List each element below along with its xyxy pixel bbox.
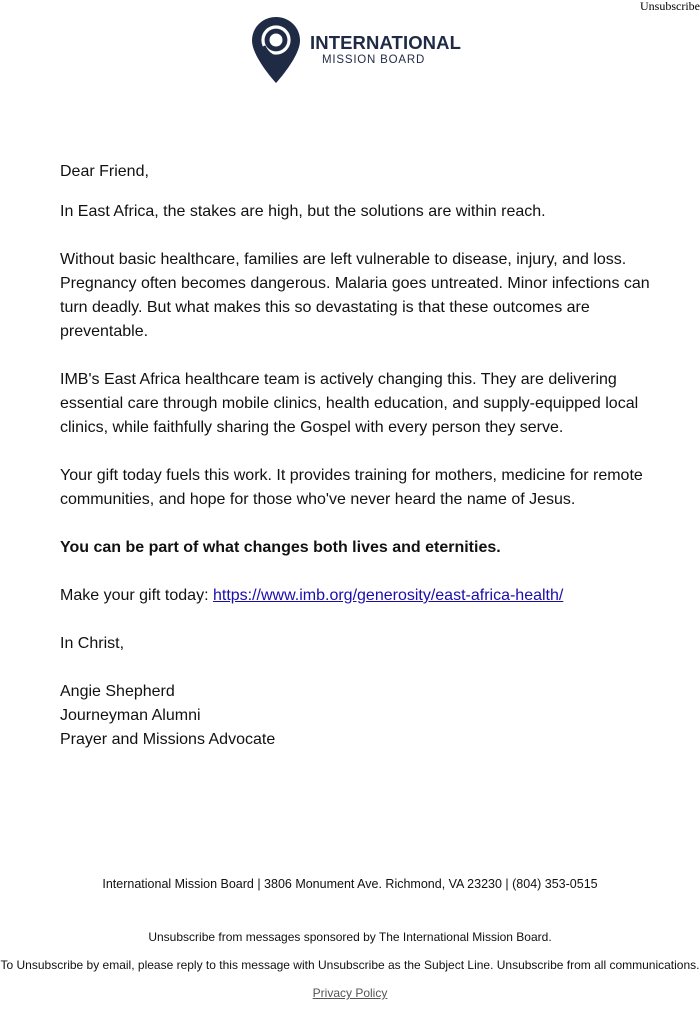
paragraph-team: IMB's East Africa healthcare team is actively changing this. They are delivering essential care through mobile clinics, health education, and supply-equipped local clinics, while faithfully sharing the Gospel with every person they serve. [60, 371, 639, 436]
paragraph-healthcare: Without basic healthcare, families are left vulnerable to disease, injury, and loss. Pregnancy often becomes dangerous. Malaria goes untreated. Minor infections can turn deadly. But what makes this so devastating is that these outcomes are preventable. [60, 251, 650, 340]
footer-privacy [0, 986, 700, 1000]
signature-title-1: Journeyman Alumni [60, 707, 201, 724]
cta-line [60, 584, 650, 608]
footer-email-unsubscribe[interactable]: To Unsubscribe by email, please reply to this message with Unsubscribe as the Subject Line. Unsubscribe from all communications. [0, 958, 700, 972]
top-unsubscribe-link[interactable]: Unsubscribe [640, 0, 700, 13]
letter-body [60, 160, 650, 752]
emphasis-line: You can be part of what changes both lives and eternities. [60, 539, 501, 556]
signature-name: Angie Shepherd [60, 683, 175, 700]
privacy-policy-link[interactable]: Privacy Policy [312, 986, 388, 1000]
salutation: Dear Friend, [60, 163, 149, 180]
paragraph-gift: Your gift today fuels this work. It provides training for mothers, medicine for remote communities, and hope for those who've never heard the name of Jesus. [60, 467, 643, 508]
map-pin-icon [251, 16, 301, 84]
donation-link[interactable]: https://www.imb.org/generosity/east-africa-health/ [212, 587, 564, 604]
paragraph-stakes: In East Africa, the stakes are high, but the solutions are within reach. [60, 203, 546, 220]
closing: In Christ, [60, 635, 125, 652]
cta-prefix: Make your gift today: [60, 587, 213, 604]
logo-text-international: INTERNATIONAL [310, 32, 461, 53]
logo-text-mission-board: MISSION BOARD [322, 54, 426, 66]
signature-title-2: Prayer and Missions Advocate [60, 731, 276, 748]
footer-sponsor-unsubscribe[interactable]: Unsubscribe from messages sponsored by The International Mission Board. [148, 930, 552, 944]
footer-address: International Mission Board | 3806 Monument Ave. Richmond, VA 23230 | (804) 353-0515 [102, 877, 598, 891]
imb-logo[interactable] [251, 16, 461, 84]
